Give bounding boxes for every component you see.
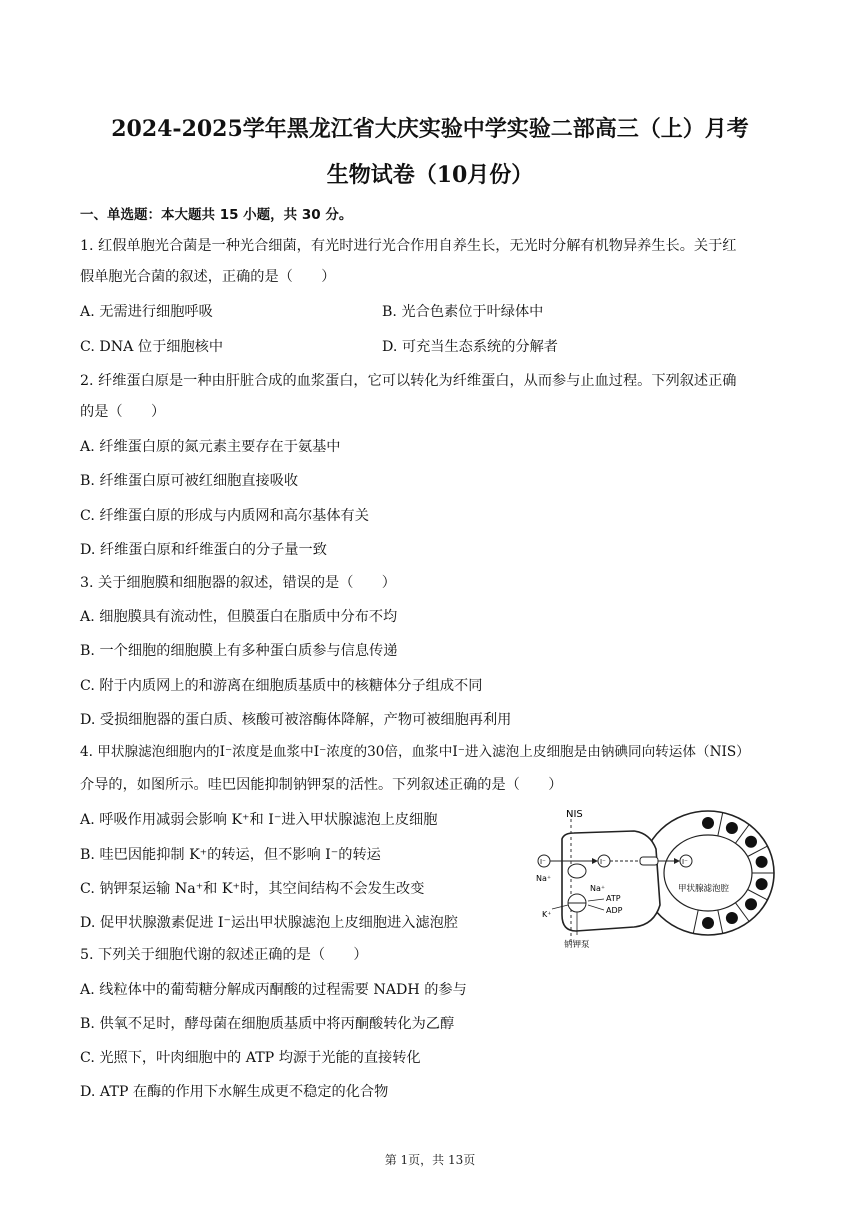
iodide-label-outside: I⁻ xyxy=(540,858,546,866)
cell-nucleus xyxy=(726,822,738,834)
lumen-label: 甲状腺滤泡腔 xyxy=(678,884,730,894)
atp-label: ATP xyxy=(606,894,621,903)
question-3-option-b: B. 一个细胞的细胞膜上有多种蛋白质参与信息传递 xyxy=(80,643,398,659)
question-1-option-a: A. 无需进行细胞呼吸 xyxy=(80,304,213,320)
question-5-option-a: A. 线粒体中的葡萄糖分解成丙酮酸的过程需要 NADH 的参与 xyxy=(80,982,467,998)
question-3-option-a: A. 细胞膜具有流动性，但膜蛋白在脂质中分布不均 xyxy=(80,609,398,625)
cell-nucleus xyxy=(745,836,757,848)
question-4-option-d: D. 促甲状腺激素促进 I⁻运出甲状腺滤泡上皮细胞进入滤泡腔 xyxy=(80,915,458,931)
cell-nucleus xyxy=(726,912,738,924)
question-5-stem: 5. 下列关于细胞代谢的叙述正确的是（ ） xyxy=(80,947,368,963)
question-4-option-c: C. 钠钾泵运输 Na⁺和 K⁺时，其空间结构不会发生改变 xyxy=(80,881,425,897)
section-heading: 一、单选题：本大题共 15 小题，共 30 分。 xyxy=(80,207,353,223)
page-number: 第 1页，共 13页 xyxy=(384,1153,476,1167)
question-4-option-b: B. 哇巴因能抑制 K⁺的转运，但不影响 I⁻的转运 xyxy=(80,847,381,863)
thyroid-follicle-diagram xyxy=(530,805,780,955)
question-3-option-c: C. 附于内质网上的和游离在细胞质基质中的核糖体分子组成不同 xyxy=(80,678,483,694)
cell-boundary xyxy=(693,910,698,933)
cell-nucleus xyxy=(745,898,757,910)
iodide-label-inside: I⁻ xyxy=(600,858,606,866)
question-4-stem-line-1: 4. 甲状腺滤泡细胞内的I⁻浓度是血浆中I⁻浓度的30倍，血浆中I⁻进入滤泡上皮细胞是由钠碘同向转运体（NIS） xyxy=(80,744,750,760)
cell-nucleus xyxy=(756,878,768,890)
pump-label: 钠钾泵 xyxy=(564,940,590,950)
question-2-option-d: D. 纤维蛋白原和纤维蛋白的分子量一致 xyxy=(80,542,327,558)
cell-boundary xyxy=(718,910,723,933)
question-2-stem-line-2: 的是（ ） xyxy=(80,404,166,420)
question-2-option-a: A. 纤维蛋白原的氮元素主要存在于氨基中 xyxy=(80,439,341,455)
question-2-option-c: C. 纤维蛋白原的形成与内质网和高尔基体有关 xyxy=(80,508,369,524)
k-label: K⁺ xyxy=(542,910,552,919)
follicle-cell-ring xyxy=(642,811,774,935)
efflux-channel xyxy=(640,857,658,865)
question-1-option-d: D. 可充当生态系统的分解者 xyxy=(382,339,558,355)
cell-nucleus xyxy=(756,856,768,868)
thyroid-follicle-figure xyxy=(530,805,780,955)
question-1-option-c: C. DNA 位于细胞核中 xyxy=(80,339,224,355)
question-1-stem-line-1: 1. 红假单胞光合菌是一种光合细菌，有光时进行光合作用自养生长，无光时分解有机物异养生长。关于红 xyxy=(80,238,737,254)
question-5-option-d: D. ATP 在酶的作用下水解生成更不稳定的化合物 xyxy=(80,1084,389,1100)
question-2-stem-line-1: 2. 纤维蛋白原是一种由肝脏合成的血浆蛋白，它可以转化为纤维蛋白，从而参与止血过程。下列叙述正确 xyxy=(80,373,737,389)
adp-label: ADP xyxy=(606,906,623,915)
question-5-option-c: C. 光照下，叶肉细胞中的 ATP 均源于光能的直接转化 xyxy=(80,1050,421,1066)
iodide-label-lumen: I⁻ xyxy=(682,858,688,866)
exam-subtitle: 生物试卷（10月份） xyxy=(326,162,534,188)
question-2-option-b: B. 纤维蛋白原可被红细胞直接吸收 xyxy=(80,473,299,489)
question-1-stem-line-2: 假单胞光合菌的叙述，正确的是（ ） xyxy=(80,269,336,285)
question-1-option-b: B. 光合色素位于叶绿体中 xyxy=(382,304,544,320)
question-4-stem-line-2: 介导的，如图所示。哇巴因能抑制钠钾泵的活性。下列叙述正确的是（ ） xyxy=(80,777,563,793)
question-3-option-d: D. 受损细胞器的蛋白质、核酸可被溶酶体降解，产物可被细胞再利用 xyxy=(80,712,512,728)
cell-nucleus xyxy=(702,817,714,829)
cell-boundary xyxy=(718,813,723,836)
na-label-outside: Na⁺ xyxy=(536,874,552,883)
nis-transporter xyxy=(568,864,586,878)
question-5-option-b: B. 供氧不足时，酵母菌在细胞质基质中将丙酮酸转化为乙醇 xyxy=(80,1016,455,1032)
question-4-option-a: A. 呼吸作用减弱会影响 K⁺和 I⁻进入甲状腺滤泡上皮细胞 xyxy=(80,812,438,828)
nis-label: NIS xyxy=(566,809,583,820)
na-label-inside: Na⁺ xyxy=(590,884,606,893)
cell-nucleus xyxy=(702,917,714,929)
question-3-stem: 3. 关于细胞膜和细胞器的叙述，错误的是（ ） xyxy=(80,575,396,591)
exam-title: 2024-2025学年黑龙江省大庆实验中学实验二部高三（上）月考 xyxy=(111,116,749,142)
